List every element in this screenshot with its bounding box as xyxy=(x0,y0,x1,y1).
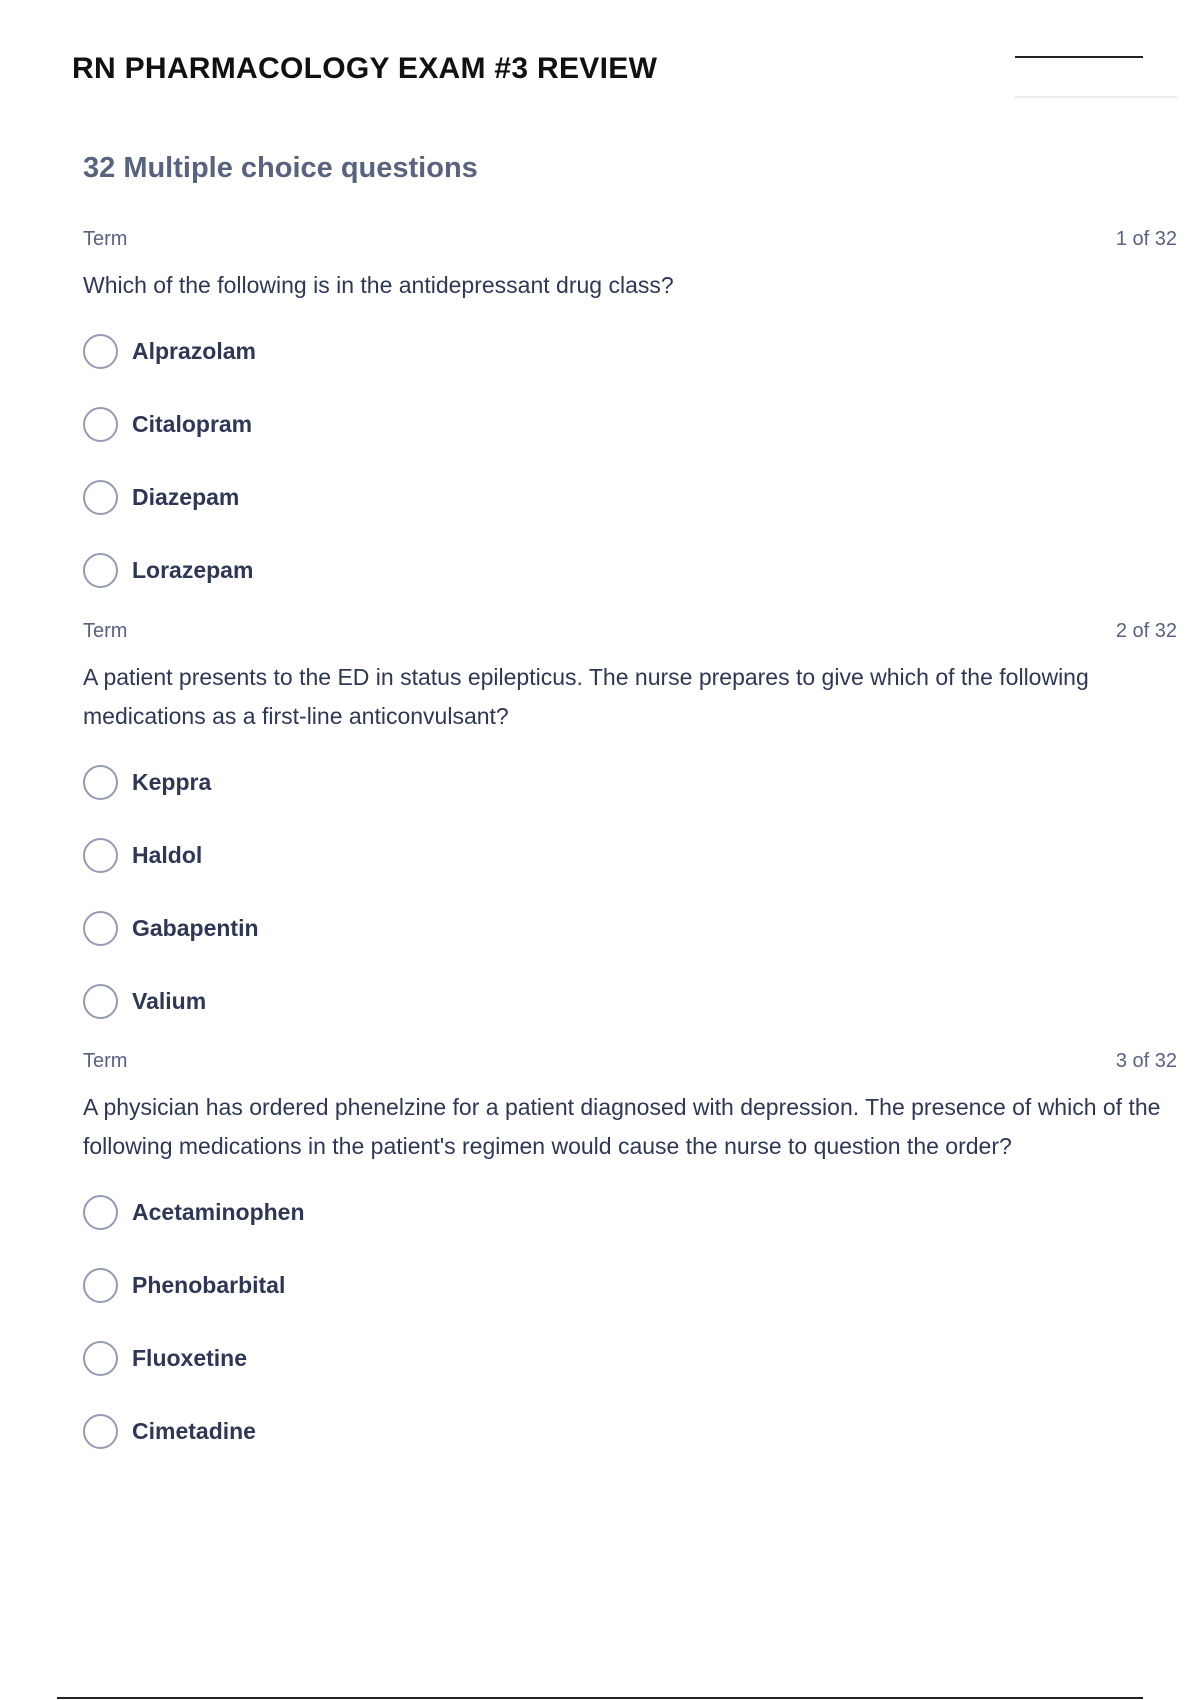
header-underline xyxy=(1015,96,1177,98)
answer-options xyxy=(83,746,1177,1038)
answer-option-label: Lorazepam xyxy=(132,557,254,583)
radio-button[interactable] xyxy=(83,480,118,515)
answer-option-label: Valium xyxy=(132,988,207,1014)
answer-option-label: Phenobarbital xyxy=(132,1272,286,1298)
question-card-2 xyxy=(83,620,1177,1038)
radio-button[interactable] xyxy=(83,334,118,369)
question-counter: 3 of 32 xyxy=(1115,1050,1177,1072)
term-label: Term xyxy=(83,1050,128,1072)
answer-option-label: Haldol xyxy=(132,842,203,868)
question-text: A patient presents to the ED in status epilepticus. The nurse prepares to give which of the following medications as a first-line anticonvulsant? xyxy=(83,664,1089,729)
radio-button[interactable] xyxy=(83,1341,118,1376)
term-label: Term xyxy=(83,620,128,642)
answer-option[interactable] xyxy=(83,1249,1177,1322)
answer-option[interactable] xyxy=(83,746,1177,819)
radio-button[interactable] xyxy=(83,838,118,873)
document-title: RN PHARMACOLOGY EXAM #3 REVIEW xyxy=(72,52,658,85)
answer-option[interactable] xyxy=(83,965,1177,1038)
radio-button[interactable] xyxy=(83,984,118,1019)
section-heading: 32 Multiple choice questions xyxy=(83,152,478,184)
question-counter: 1 of 32 xyxy=(1115,228,1177,250)
answer-option[interactable] xyxy=(83,819,1177,892)
radio-button[interactable] xyxy=(83,1414,118,1449)
answer-options xyxy=(83,315,1177,607)
footer-rule xyxy=(57,1697,1143,1699)
radio-button[interactable] xyxy=(83,1268,118,1303)
question-text: Which of the following is in the antidepressant drug class? xyxy=(83,272,674,298)
answer-option[interactable] xyxy=(83,1176,1177,1249)
answer-option-label: Diazepam xyxy=(132,484,240,510)
answer-option-label: Keppra xyxy=(132,769,212,795)
answer-option-label: Cimetadine xyxy=(132,1418,256,1444)
answer-option[interactable] xyxy=(83,461,1177,534)
answer-option[interactable] xyxy=(83,1395,1177,1468)
radio-button[interactable] xyxy=(83,911,118,946)
question-card-1 xyxy=(83,228,1177,607)
term-label: Term xyxy=(83,228,128,250)
answer-option[interactable] xyxy=(83,892,1177,965)
radio-button[interactable] xyxy=(83,1195,118,1230)
radio-button[interactable] xyxy=(83,553,118,588)
header-rule xyxy=(1015,56,1143,58)
answer-option[interactable] xyxy=(83,534,1177,607)
question-card-3 xyxy=(83,1050,1177,1468)
answer-option[interactable] xyxy=(83,315,1177,388)
question-header xyxy=(83,228,1177,254)
answer-option[interactable] xyxy=(83,388,1177,461)
answer-option[interactable] xyxy=(83,1322,1177,1395)
answer-options xyxy=(83,1176,1177,1468)
radio-button[interactable] xyxy=(83,407,118,442)
answer-option-label: Citalopram xyxy=(132,411,253,437)
radio-button[interactable] xyxy=(83,765,118,800)
question-text: A physician has ordered phenelzine for a patient diagnosed with depression. The presence of which of the following medications in the patient's regimen would cause the nurse to question the order? xyxy=(83,1094,1161,1159)
answer-option-label: Fluoxetine xyxy=(132,1345,248,1371)
question-counter: 2 of 32 xyxy=(1115,620,1177,642)
answer-option-label: Alprazolam xyxy=(132,338,256,364)
answer-option-label: Acetaminophen xyxy=(132,1199,305,1225)
question-header xyxy=(83,620,1177,646)
question-header xyxy=(83,1050,1177,1076)
answer-option-label: Gabapentin xyxy=(132,915,259,941)
